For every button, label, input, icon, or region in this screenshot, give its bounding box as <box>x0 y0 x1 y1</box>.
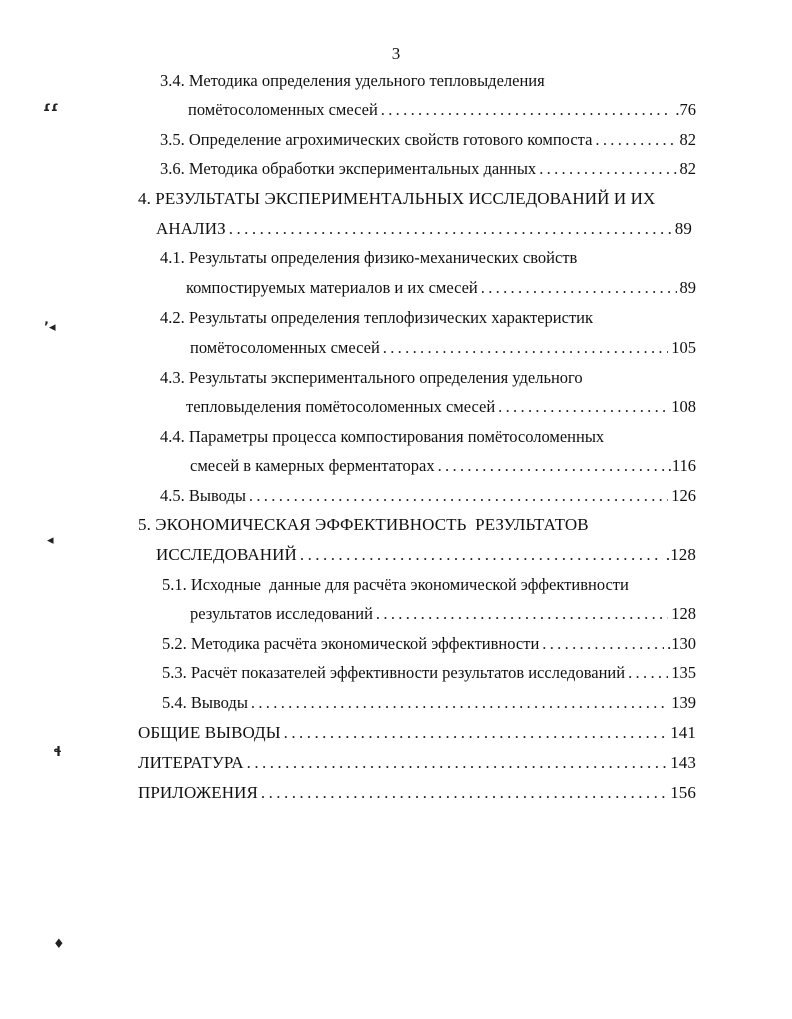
toc-entry-text: помётосоломенных смесей <box>190 338 380 357</box>
toc-entry-text: компостируемых материалов и их смесей <box>186 278 478 297</box>
toc-entry-text: помётосоломенных смесей <box>188 100 378 119</box>
toc-appendices <box>138 782 696 804</box>
leader-dots <box>251 692 668 714</box>
toc-page-number: 82 <box>679 159 696 178</box>
toc-entry-text: АНАЛИЗ <box>156 219 226 238</box>
toc-entry-text: 5.3. Расчёт показателей эффективности результатов исследований <box>162 663 626 682</box>
leader-dots <box>229 218 672 240</box>
leader-dots <box>438 455 665 477</box>
toc-entry-text: ПРИЛОЖЕНИЯ <box>138 783 258 802</box>
toc-entry-3-6 <box>160 158 696 180</box>
leader-dots <box>498 396 668 418</box>
toc-entry-text: тепловыделения помётосоломенных смесей <box>186 397 496 416</box>
toc-entry-3-4-cont <box>188 99 696 121</box>
leader-dots <box>381 99 673 121</box>
toc-entry-3-5 <box>160 129 696 151</box>
toc-entry-text: смесей в камерных ферментаторах <box>190 456 435 475</box>
leader-dots <box>481 277 677 299</box>
toc-entry-text: 5.4. Выводы <box>162 693 248 712</box>
toc-entry-text: 5. ЭКОНОМИЧЕСКАЯ ЭФФЕКТИВНОСТЬ РЕЗУЛЬТАТОВ <box>138 515 589 534</box>
toc-entry-text: ЛИТЕРАТУРА <box>138 753 244 772</box>
toc-entry-text: 4.5. Выводы <box>160 486 246 505</box>
toc-entry-5-1 <box>162 574 629 596</box>
leader-dots <box>383 337 668 359</box>
leader-dots <box>300 544 663 566</box>
toc-entry-5-4 <box>162 692 696 714</box>
margin-mark: ♦ <box>53 937 65 952</box>
leader-dots <box>249 485 668 507</box>
toc-entry-text: 4.4. Параметры процесса компостирования помётосоломенных <box>160 427 605 446</box>
margin-mark: ɾɾ <box>43 100 59 115</box>
toc-entry-text: результатов исследований <box>190 604 373 623</box>
margin-mark: ɬ <box>53 745 63 760</box>
toc-general-conclusions <box>138 722 696 744</box>
toc-entry-text: 4.3. Результаты экспериментального определения удельного <box>160 368 583 387</box>
toc-page-number: 139 <box>671 693 696 712</box>
toc-literature <box>138 752 696 774</box>
toc-chapter-4 <box>138 188 655 210</box>
toc-page-number: 89 <box>674 219 692 238</box>
toc-entry-4-3 <box>160 367 583 389</box>
toc-entry-text: ОБЩИЕ ВЫВОДЫ <box>138 723 281 742</box>
toc-entry-text: 4.2. Результаты определения теплофизических характеристик <box>160 308 594 327</box>
leader-dots <box>628 662 668 684</box>
toc-entry-text: 5.1. Исходные данные для расчёта экономической эффективности <box>162 575 629 594</box>
toc-page-number: .130 <box>667 634 696 653</box>
toc-entry-4-4 <box>160 426 604 448</box>
toc-page-number: 156 <box>670 783 696 802</box>
toc-entry-3-4 <box>160 70 545 92</box>
toc-entry-text: 4.1. Результаты определения физико-механических свойств <box>160 248 578 267</box>
toc-page-number: 82 <box>679 130 696 149</box>
toc-page-number: .128 <box>665 545 696 564</box>
toc-chapter-5-cont <box>156 544 696 566</box>
toc-entry-4-1-cont <box>186 277 696 299</box>
toc-entry-4-4-cont <box>190 455 696 477</box>
toc-page-number: 108 <box>671 397 696 416</box>
toc-page-number: 126 <box>671 486 696 505</box>
toc-entry-4-5 <box>160 485 696 507</box>
leader-dots <box>539 158 676 180</box>
toc-entry-text: 3.5. Определение агрохимических свойств готового компоста <box>160 130 593 149</box>
toc-entry-4-1 <box>160 247 577 269</box>
toc-entry-text: 5.2. Методика расчёта экономической эффективности <box>162 634 540 653</box>
toc-page-number: .116 <box>667 456 696 475</box>
leader-dots <box>542 633 664 655</box>
toc-entry-4-2-cont <box>190 337 696 359</box>
toc-entry-5-2 <box>162 633 696 655</box>
leader-dots <box>376 603 668 625</box>
toc-entry-4-3-cont <box>186 396 696 418</box>
leader-dots <box>284 722 668 744</box>
toc-page-number: 141 <box>670 723 696 742</box>
toc-page-number: 105 <box>671 338 696 357</box>
margin-mark: ◂ <box>47 533 54 548</box>
toc-page-number: 89 <box>679 278 696 297</box>
leader-dots <box>595 129 676 151</box>
leader-dots <box>247 752 668 774</box>
toc-page-number: .76 <box>675 100 696 119</box>
toc-entry-text: 3.6. Методика обработки экспериментальных данных <box>160 159 537 178</box>
toc-entry-5-3 <box>162 662 696 684</box>
toc-chapter-5 <box>138 514 589 536</box>
toc-page-number: 135 <box>671 663 696 682</box>
toc-page-number: 128 <box>671 604 696 623</box>
toc-entry-5-1-cont <box>190 603 696 625</box>
page-number: 3 <box>391 44 401 63</box>
leader-dots <box>261 782 667 804</box>
toc-page-number: 143 <box>670 753 696 772</box>
toc-entry-text: ИССЛЕДОВАНИЙ <box>156 545 297 564</box>
toc-entry-text: 3.4. Методика определения удельного тепловыделения <box>160 71 545 90</box>
toc-entry-4-2 <box>160 307 593 329</box>
toc-chapter-4-cont <box>156 218 692 240</box>
margin-mark: ʼ◂ <box>44 320 56 335</box>
toc-entry-text: 4. РЕЗУЛЬТАТЫ ЭКСПЕРИМЕНТАЛЬНЫХ ИССЛЕДОВАНИЙ И ИХ <box>138 189 656 208</box>
